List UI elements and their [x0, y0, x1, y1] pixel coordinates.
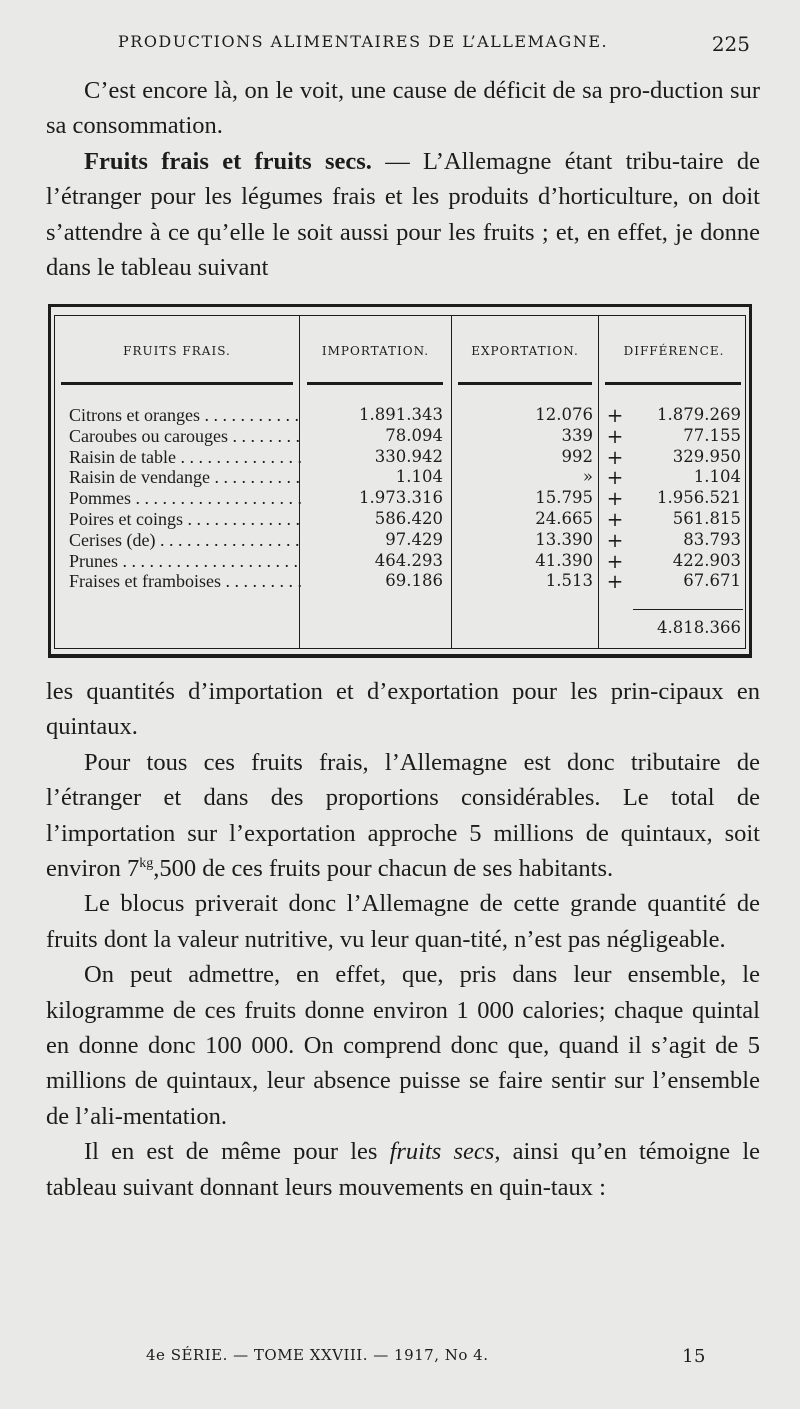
paragraph-4	[46, 745, 760, 887]
table-cell-difference: 83.793	[683, 529, 741, 549]
table-cell-exportation: 13.390	[535, 529, 593, 549]
running-title: PRODUCTIONS ALIMENTAIRES DE L’ALLEMAGNE.	[118, 32, 609, 51]
table-cell-difference: 329.950	[672, 446, 741, 466]
paragraph-1: C’est encore là, on le voit, une cause de déficit de sa pro-duction sur sa consommation.	[46, 77, 760, 140]
plus-sign: +	[606, 506, 624, 531]
paragraph-4-text-end: ,500 de ces fruits pour chacun de ses habitants.	[153, 855, 614, 883]
table-cell-importation: 1.973.316	[359, 488, 443, 508]
importation-column	[311, 405, 443, 592]
plus-sign: +	[606, 444, 624, 469]
section-heading: Fruits frais et fruits secs.	[84, 147, 372, 175]
text-block-top	[46, 73, 760, 285]
table-cell-name: Prunes . . .	[69, 551, 301, 572]
table-total: 4.818.366	[657, 618, 741, 637]
table-cell-name: Citrons et oranges . . .	[69, 405, 301, 426]
table-cell-importation: 97.429	[385, 529, 443, 549]
table-cell-exportation: 24.665	[535, 508, 593, 528]
header-difference: DIFFÉRENCE.	[623, 344, 725, 358]
table-cell-exportation: 1.513	[545, 571, 593, 591]
table-cell-importation: 1.104	[395, 467, 443, 487]
column-divider	[598, 316, 599, 648]
page-footer	[146, 1346, 706, 1367]
table-cell-exportation: 992	[561, 446, 593, 466]
table-cell-exportation: 12.076	[535, 405, 593, 424]
plus-sign: +	[606, 486, 624, 511]
paragraph-2-text: — L’Allemagne étant tribu-taire de l’étranger pour les légumes frais et les produits d’horticulture, on doit s’attendre à ce qu’elle le soit aussi pour les fruits ; et, en effet, je donne dans le tableau suivant	[46, 147, 760, 282]
running-header	[118, 32, 750, 56]
paragraph-6: On peut admettre, en effet, que, pris dans leur ensemble, le kilogramme de ces fruits donne environ 1 000 calories; chaque quintal en donne donc 100 000. On comprend donc que, quand il s’agit de 5 millions de quintaux, leur absence puisse se faire sentir sur l’ensemble de l’ali-mentation.	[46, 961, 760, 1130]
table-cell-importation: 586.420	[374, 508, 443, 528]
italic-term: fruits secs	[389, 1138, 495, 1166]
table-cell-importation: 464.293	[374, 550, 443, 570]
difference-column	[615, 405, 741, 592]
paragraph-3: les quantités d’importation et d’exportation pour les prin-cipaux en quintaux.	[46, 678, 760, 741]
table-cell-name: Caroubes ou carouges . . .	[69, 426, 301, 447]
page-number: 225	[711, 32, 750, 56]
header-rule	[458, 382, 592, 385]
header-rule	[307, 382, 443, 385]
table-cell-importation: 330.942	[374, 446, 443, 466]
plus-sign: +	[606, 403, 624, 427]
paragraph-7	[46, 1134, 760, 1205]
header-importation: IMPORTATION.	[321, 344, 430, 358]
text-block-bottom	[46, 674, 760, 1205]
table-cell-exportation: »	[582, 467, 593, 487]
header-exportation: EXPORTATION.	[471, 344, 579, 358]
fruit-names-column	[69, 405, 301, 592]
table-cell-difference: 67.671	[683, 571, 741, 591]
table-cell-exportation: 41.390	[535, 550, 593, 570]
table-cell-name: Cerises (de) . . .	[69, 530, 301, 551]
total-rule	[633, 609, 743, 610]
plus-sign: +	[606, 569, 624, 594]
superscript-kg: kg	[139, 855, 154, 871]
table-cell-name: Fraises et framboises . . .	[69, 571, 301, 592]
column-divider	[451, 316, 452, 648]
table-inner-frame	[54, 315, 746, 649]
paragraph-4-text: Pour tous ces fruits frais, l’Allemagne est donc tributaire de l’étranger et dans des proportions considérables. Le total de l’importation sur l’exportation approche 5 millions de quintaux, soit environ 7	[46, 748, 760, 883]
table-cell-importation: 78.094	[385, 425, 443, 445]
table-cell-name: Poires et coings . . .	[69, 509, 301, 530]
plus-sign: +	[606, 548, 624, 573]
table-cell-difference: 561.815	[672, 508, 741, 528]
paragraph-7-text: Il en est de même pour les	[84, 1138, 390, 1166]
signature-mark: 15	[682, 1346, 706, 1367]
paragraph-2	[46, 144, 760, 286]
table-cell-difference: 77.155	[683, 425, 741, 445]
plus-sign: +	[606, 465, 624, 490]
table-cell-difference: 1.104	[693, 467, 741, 487]
table-cell-difference: 1.956.521	[657, 488, 741, 508]
header-rule	[61, 382, 293, 385]
table-cell-name: Raisin de table . . .	[69, 447, 301, 468]
table-cell-exportation: 339	[561, 425, 593, 445]
plus-sign: +	[606, 527, 624, 552]
paragraph-7-text-end: , ainsi qu’en témoigne le tableau suivant donnant leurs mouvements en quin-taux :	[46, 1138, 761, 1201]
table-cell-name: Pommes . . .	[69, 488, 301, 509]
exportation-column	[459, 405, 593, 592]
table-cell-difference: 1.879.269	[657, 405, 741, 424]
series-info: 4e SÉRIE. — TOME XXVIII. — 1917, No 4.	[146, 1346, 489, 1364]
table-cell-importation: 1.891.343	[359, 405, 443, 424]
table-cell-name: Raisin de vendange . . .	[69, 467, 301, 488]
header-rule	[605, 382, 741, 385]
table-cell-difference: 422.903	[672, 550, 741, 570]
fruits-table	[48, 304, 752, 658]
paragraph-5: Le blocus priverait donc l’Allemagne de cette grande quantité de fruits dont la valeur nutritive, vu leur quan-tité, n’est pas négligeable.	[46, 890, 760, 953]
table-cell-exportation: 15.795	[535, 488, 593, 508]
plus-sign: +	[606, 423, 624, 448]
header-fruits-frais: FRUITS FRAIS.	[123, 344, 231, 358]
table-cell-importation: 69.186	[385, 571, 443, 591]
